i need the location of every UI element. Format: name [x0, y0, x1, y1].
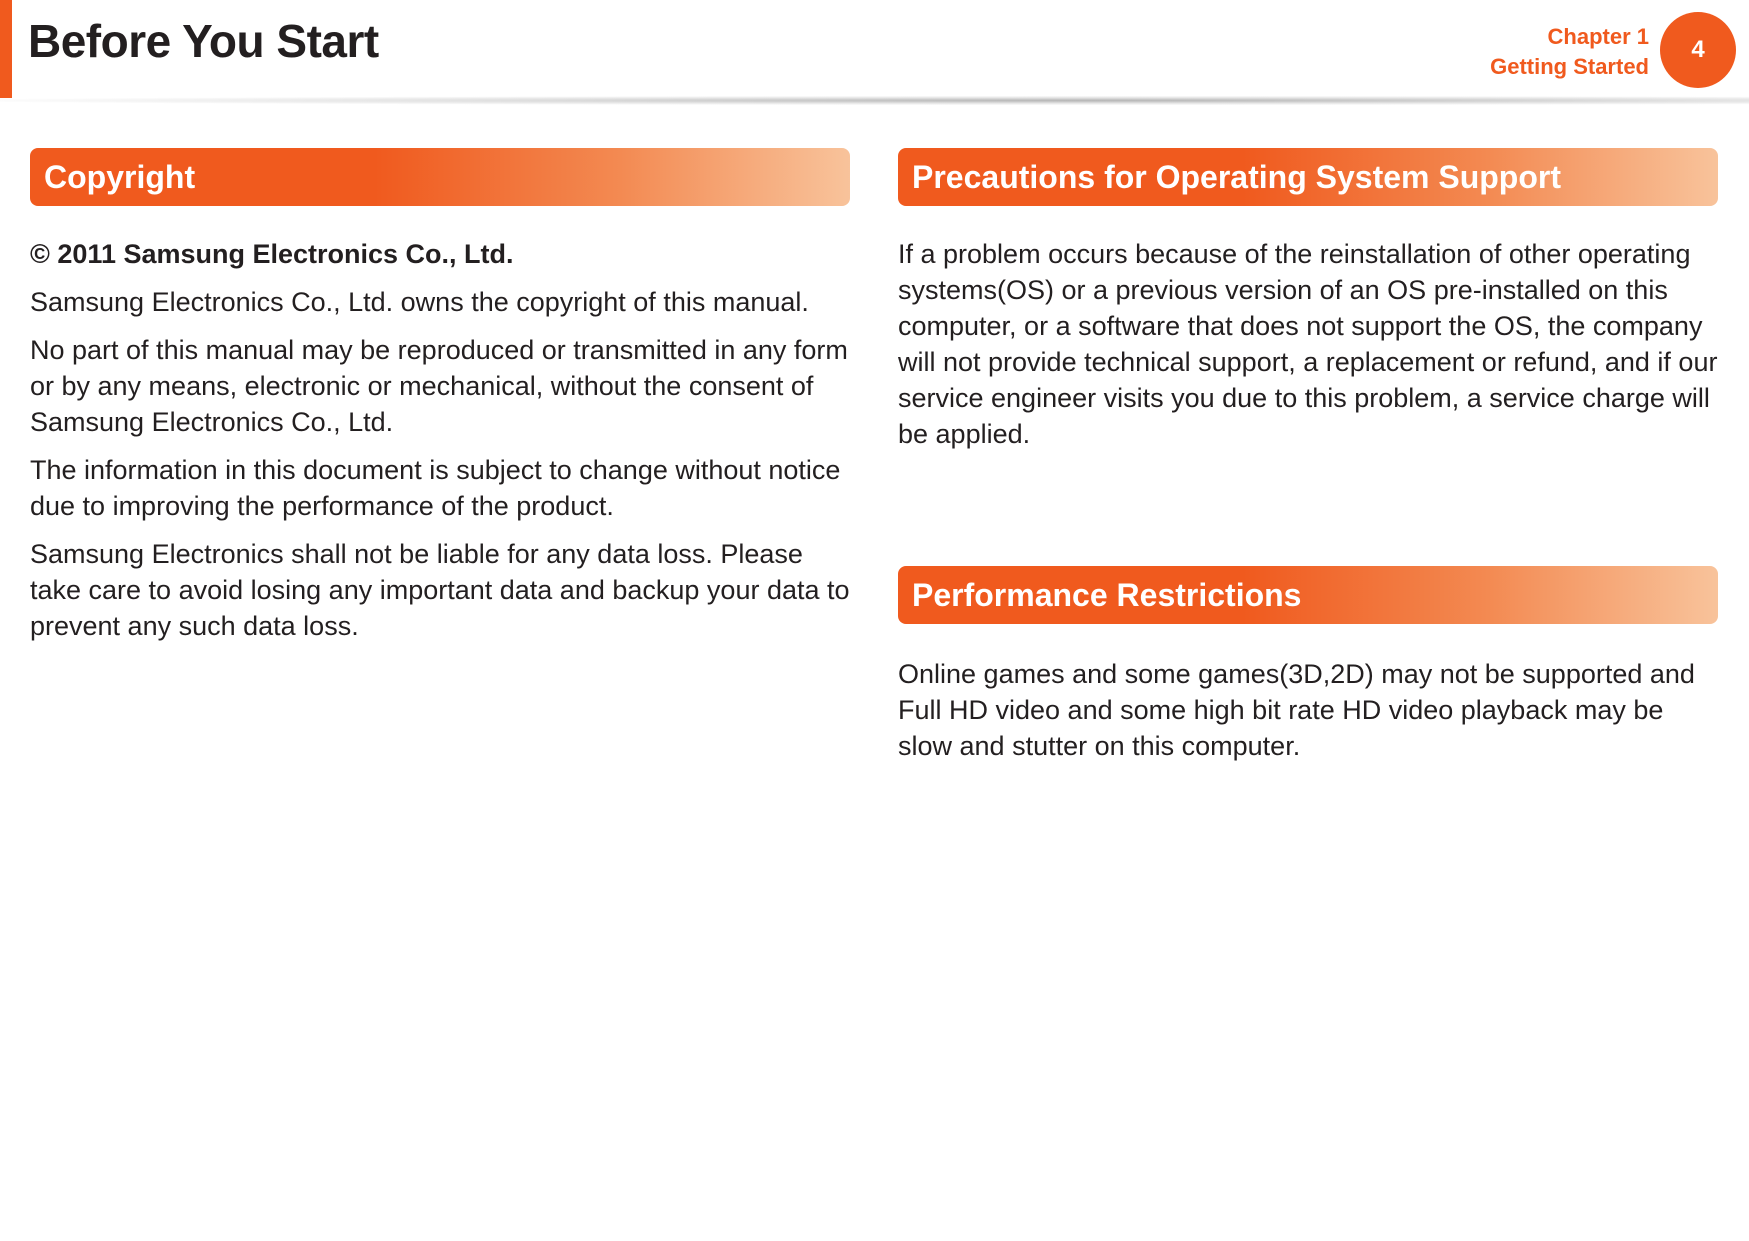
chapter-info — [1490, 22, 1649, 82]
header-divider — [0, 96, 1749, 105]
header-accent-bar — [0, 0, 12, 98]
performance-paragraph: Online games and some games(3D,2D) may not be supported and Full HD video and some high bit rate HD video playback may be slow and stutter on this computer. — [898, 659, 1695, 761]
chapter-label: Chapter 1 — [1547, 24, 1649, 49]
copyright-paragraph: The information in this document is subject to change without notice due to improving the performance of the product. — [30, 455, 841, 521]
chapter-name: Getting Started — [1490, 54, 1649, 79]
copyright-paragraph: Samsung Electronics Co., Ltd. owns the copyright of this manual. — [30, 287, 809, 317]
copyright-paragraph: No part of this manual may be reproduced or transmitted in any form or by any means, electronic or mechanical, without the consent of Samsung Electronics Co., Ltd. — [30, 335, 848, 437]
copyright-body — [30, 236, 852, 656]
section-heading-copyright: Copyright — [30, 148, 850, 206]
page-number-badge: 4 — [1660, 12, 1736, 88]
os-support-paragraph: If a problem occurs because of the reinstallation of other operating systems(OS) or a previous version of an OS pre-installed on this computer, or a software that does not support the OS, the company will not provide technical support, a replacement or refund, and if our service engineer visits you due to this problem, a service charge will be applied. — [898, 239, 1718, 449]
page-title: Before You Start — [28, 15, 379, 67]
copyright-notice: © 2011 Samsung Electronics Co., Ltd. — [30, 239, 514, 269]
copyright-paragraph: Samsung Electronics shall not be liable for any data loss. Please take care to avoid losing any important data and backup your data to prevent any such data loss. — [30, 539, 850, 641]
section-heading-os-support: Precautions for Operating System Support — [898, 148, 1718, 206]
section-heading-performance: Performance Restrictions — [898, 566, 1718, 624]
os-support-body — [898, 236, 1720, 464]
performance-body — [898, 656, 1720, 776]
